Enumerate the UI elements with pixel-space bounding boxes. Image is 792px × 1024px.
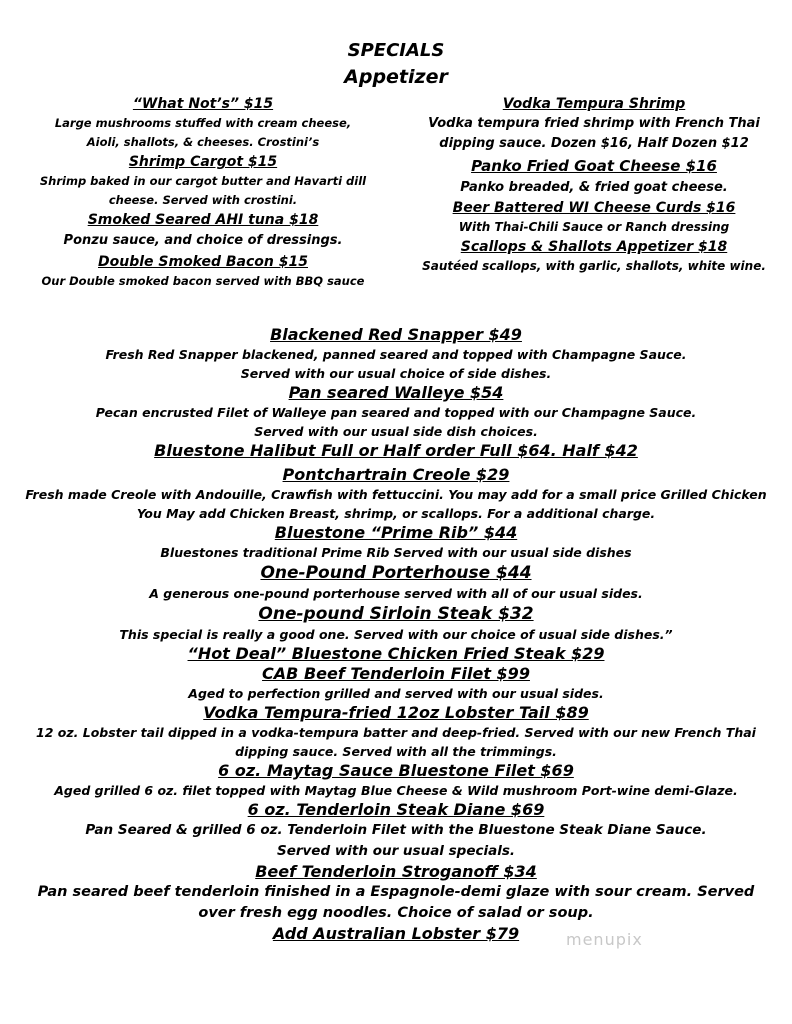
menu-item-name: 6 oz. Tenderloin Steak Diane $69: [247, 800, 545, 819]
menu-item-desc: Pan seared beef tenderloin finished in a Espagnole-demi glaze with sour cream. Served: [37, 884, 755, 900]
menu-item-desc: Served with our usual side dish choices.: [254, 424, 538, 439]
menu-item-desc: cheese. Served with crostini.: [108, 193, 298, 207]
menu-item-desc: dipping sauce. Served with all the trimmings.: [235, 744, 557, 759]
menu-item-name: Double Smoked Bacon $15: [98, 254, 308, 270]
menu-item-desc: A generous one-pound porterhouse served with all of our usual sides.: [149, 586, 643, 601]
menu-item-desc: Pan Seared & grilled 6 oz. Tenderloin Filet with the Bluestone Steak Diane Sauce.: [85, 822, 707, 838]
menu-item-name: Bluestone “Prime Rib” $44: [274, 523, 518, 542]
menu-item-desc: You May add Chicken Breast, shrimp, or scallops. For a additional charge.: [136, 506, 656, 521]
menu-item-desc: Sautéed scallops, with garlic, shallots, white wine.: [422, 259, 766, 273]
menu-item-desc: With Thai-Chili Sauce or Ranch dressing: [458, 220, 730, 234]
menu-item-name: Smoked Seared AHI tuna $18: [87, 212, 319, 228]
menu-item-name: “Hot Deal” Bluestone Chicken Fried Steak $29: [187, 644, 605, 663]
menu-item-desc: Aged grilled 6 oz. filet topped with Maytag Blue Cheese & Wild mushroom Port-wine demi-Glaze.: [54, 783, 738, 798]
menu-item-desc: Vodka tempura fried shrimp with French Thai: [428, 116, 760, 131]
menu-item-desc: Bluestones traditional Prime Rib Served with our usual side dishes: [160, 545, 632, 560]
section-title-appetizer: Appetizer: [344, 66, 448, 88]
menu-item-desc: Aged to perfection grilled and served with our usual sides.: [188, 686, 604, 701]
menu-item-name: Pontchartrain Creole $29: [282, 465, 510, 484]
menu-item-name: Shrimp Cargot $15: [128, 154, 278, 170]
menu-item-name: Blackened Red Snapper $49: [270, 325, 522, 344]
menu-item-name: 6 oz. Maytag Sauce Bluestone Filet $69: [218, 761, 574, 780]
menu-item-desc: dipping sauce. Dozen $16, Half Dozen $12: [439, 136, 749, 151]
menu-item-desc: Our Double smoked bacon served with BBQ sauce: [41, 274, 365, 288]
menu-item-desc: 12 oz. Lobster tail dipped in a vodka-tempura batter and deep-fried. Served with our new French Thai: [36, 725, 756, 740]
appetizers-left-column: [34, 94, 372, 291]
menu-item-name: “What Not’s” $15: [132, 96, 274, 112]
menu-item-name: Bluestone Halibut Full or Half order Full $64. Half $42: [154, 441, 638, 460]
menu-item-desc: Fresh Red Snapper blackened, panned seared and topped with Champagne Sauce.: [105, 347, 687, 362]
menu-item-name: Scallops & Shallots Appetizer $18: [460, 239, 728, 255]
menu-item-name: Add Australian Lobster $79: [272, 924, 520, 943]
menu-item-desc: Aioli, shallots, & cheeses. Crostini’s: [86, 135, 320, 149]
menu-item-name: Beef Tenderloin Stroganoff $34: [255, 862, 537, 881]
menu-item-desc: Panko breaded, & fried goat cheese.: [460, 180, 728, 195]
menu-item-name: One-Pound Porterhouse $44: [260, 563, 532, 583]
menu-item-desc: Ponzu sauce, and choice of dressings.: [63, 233, 343, 248]
menu-item-desc: Fresh made Creole with Andouille, Crawfish with fettuccini. You may add for a small price Grilled Chicken: [25, 487, 767, 502]
menu-item-name: CAB Beef Tenderloin Filet $99: [262, 664, 530, 683]
menu-item-name: Beer Battered WI Cheese Curds $16: [452, 200, 736, 216]
menu-item-desc: Served with our usual choice of side dishes.: [240, 366, 552, 381]
menu-item-desc: Pecan encrusted Filet of Walleye pan seared and topped with our Champagne Sauce.: [95, 405, 697, 420]
menu-item-desc: Served with our usual specials.: [276, 843, 516, 859]
menu-item-desc: over fresh egg noodles. Choice of salad or soup.: [198, 905, 594, 921]
menu-item-name: Pan seared Walleye $54: [288, 383, 504, 402]
menu-item-desc: Large mushrooms stuffed with cream cheese,: [54, 116, 352, 130]
menu-item-name: Vodka Tempura-fried 12oz Lobster Tail $89: [203, 703, 589, 722]
watermark: menupix: [566, 930, 643, 949]
appetizers-right-column: [406, 94, 782, 276]
menu-item-name: Vodka Tempura Shrimp: [502, 96, 686, 112]
menu-item-name: One-pound Sirloin Steak $32: [258, 604, 534, 624]
menu-item-name: Panko Fried Goat Cheese $16: [471, 157, 717, 175]
page-title: SPECIALS: [347, 40, 445, 61]
entrees-section: [0, 325, 792, 944]
menu-item-desc: This special is really a good one. Served with our choice of usual side dishes.”: [119, 627, 673, 642]
menu-item-desc: Shrimp baked in our cargot butter and Havarti dill: [39, 174, 367, 188]
